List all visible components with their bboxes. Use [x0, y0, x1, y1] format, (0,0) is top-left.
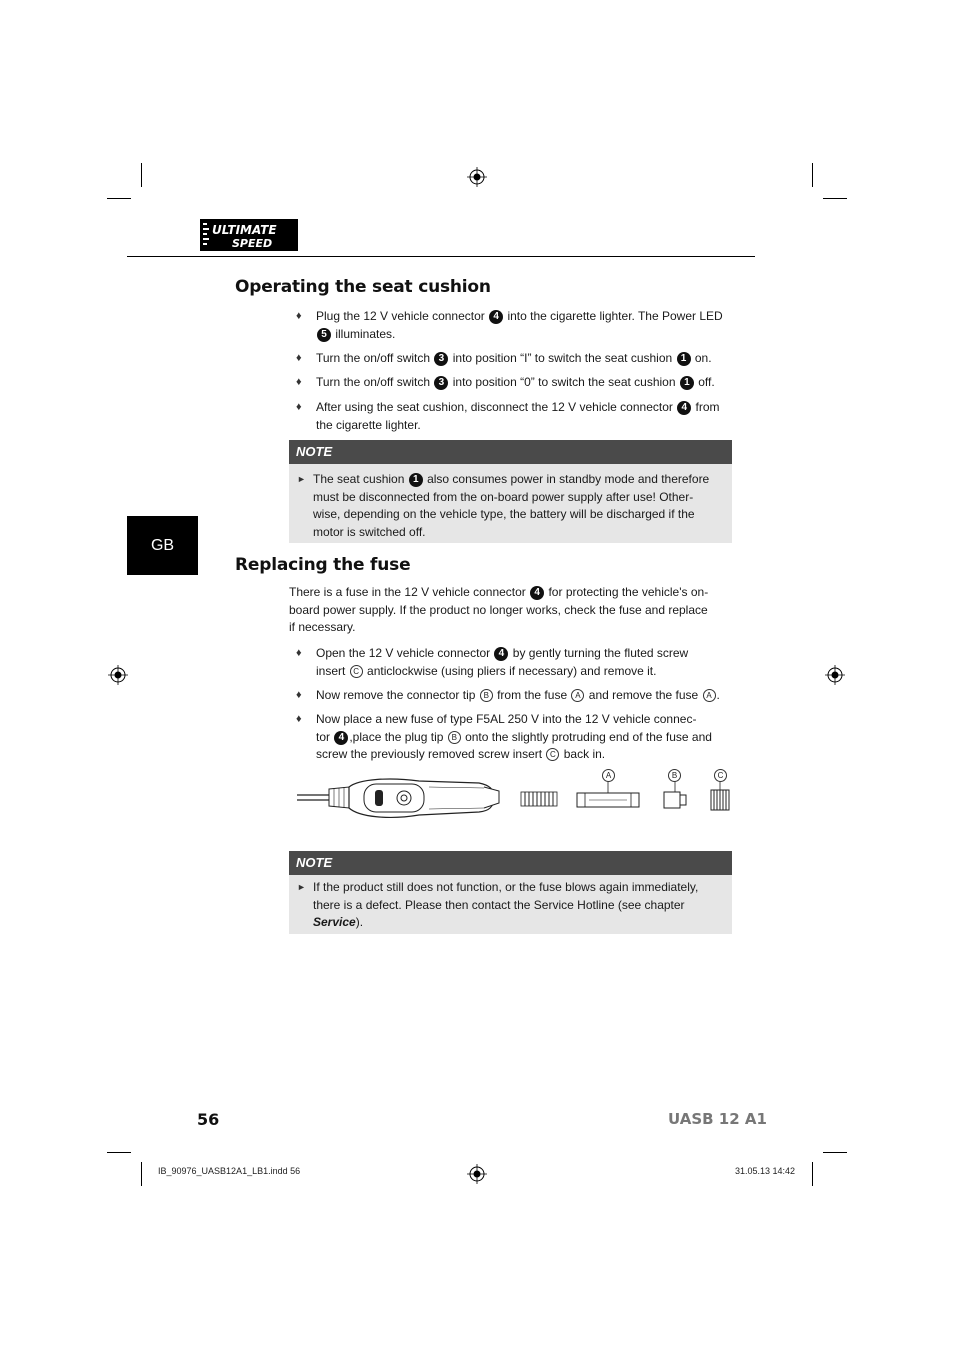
- bullet-diamond-icon: ♦: [296, 376, 302, 388]
- note-heading: NOTE: [289, 851, 732, 875]
- crop-mark: [141, 163, 142, 187]
- callout-letter: A: [571, 689, 584, 702]
- callout-letter: B: [448, 731, 461, 744]
- figure-label-b: B: [668, 769, 681, 782]
- registration-mark-icon: [108, 665, 128, 685]
- header-rule: [127, 256, 755, 257]
- callout-number: 4: [530, 586, 544, 600]
- callout-number: 1: [680, 376, 694, 390]
- bullet-diamond-icon: ♦: [296, 401, 302, 413]
- crop-mark: [823, 198, 847, 199]
- callout-number: 1: [677, 352, 691, 366]
- note-arrow-icon: ►: [297, 474, 306, 484]
- bullet-diamond-icon: ♦: [296, 689, 302, 701]
- bullet-text: Turn the on/off switch 3 into position “I” to switch the seat cushion 1 on.: [316, 351, 712, 365]
- bullet-text: After using the seat cushion, disconnect the 12 V vehicle connector 4 from the cigarette lighter.: [316, 400, 720, 432]
- logo-line2: SPEED: [232, 237, 273, 250]
- figure-label-c: C: [714, 769, 727, 782]
- cable-drawing: [297, 787, 349, 808]
- slug-file: IB_90976_UASB12A1_LB1.indd 56: [158, 1166, 301, 1176]
- brand-logo: [200, 219, 298, 251]
- callout-number: 3: [434, 352, 448, 366]
- fuse-drawing: [577, 782, 639, 807]
- crop-mark: [823, 1152, 847, 1153]
- bullet-diamond-icon: ♦: [296, 713, 302, 725]
- crop-mark: [141, 1162, 142, 1186]
- callout-number: 4: [494, 647, 508, 661]
- bullet-text: Turn the on/off switch 3 into position “0” to switch the seat cushion 1 off.: [316, 375, 715, 389]
- language-tab: GB: [127, 516, 198, 575]
- bullet-diamond-icon: ♦: [296, 310, 302, 322]
- section-title: Operating the seat cushion: [235, 277, 491, 297]
- section-title: Replacing the fuse: [235, 555, 411, 575]
- bullet-text: Plug the 12 V vehicle connector 4 into the cigarette lighter. The Power LED 5 illuminates.: [316, 309, 723, 341]
- bullet-diamond-icon: ♦: [296, 352, 302, 364]
- callout-letter: A: [703, 689, 716, 702]
- crop-mark: [812, 163, 813, 187]
- callout-number: 3: [434, 376, 448, 390]
- callout-number: 4: [334, 731, 348, 745]
- registration-mark-icon: [467, 1164, 487, 1184]
- note-heading: NOTE: [289, 440, 732, 464]
- callout-number: 1: [409, 473, 423, 487]
- crop-mark: [812, 1162, 813, 1186]
- note-arrow-icon: ►: [297, 882, 306, 892]
- note-text: If the product still does not function, or the fuse blows again immediately, there is a defect. Please then contact the Service Hotline (see chapter Service).: [313, 880, 699, 929]
- screw-insert-drawing: [711, 782, 729, 810]
- connector-tip-drawing: [664, 782, 686, 808]
- spring-drawing: [521, 792, 557, 806]
- callout-letter: C: [350, 665, 363, 678]
- bullet-text: Now remove the connector tip B from the fuse A and remove the fuse A .: [316, 688, 720, 702]
- page-number: 56: [197, 1110, 220, 1129]
- registration-mark-icon: [825, 665, 845, 685]
- model-name: UASB 12 A1: [668, 1110, 767, 1128]
- callout-number: 4: [677, 401, 691, 415]
- crop-mark: [107, 1152, 131, 1153]
- crop-mark: [107, 198, 131, 199]
- vehicle-connector-drawing: [349, 779, 499, 817]
- bullet-diamond-icon: ♦: [296, 647, 302, 659]
- callout-letter: B: [480, 689, 493, 702]
- bullet-text: Open the 12 V vehicle connector 4 by gently turning the fluted screw insert C anticlockwise (using pliers if necessary) and remove it.: [316, 646, 689, 678]
- slug-datetime: 31.05.13 14:42: [735, 1166, 796, 1176]
- intro-paragraph: There is a fuse in the 12 V vehicle connector 4 for protecting the vehicle's on- board power supply. If the product no longer works, check the fuse and replace if necessary.: [289, 585, 709, 634]
- figure-label-a: A: [602, 769, 615, 782]
- logo-line1: ULTIMATE: [212, 223, 277, 237]
- note-text: The seat cushion 1 also consumes power in standby mode and therefore must be disconnected from the on-board power supply after use! Other- wise, depending on the vehicle type, the battery will be discharged if the motor is switched off.: [313, 472, 710, 539]
- brand-logo-graphic: [200, 219, 298, 251]
- callout-letter: C: [546, 748, 559, 761]
- callout-number: 5: [317, 328, 331, 342]
- registration-mark-icon: [467, 167, 487, 187]
- callout-number: 4: [489, 310, 503, 324]
- bullet-text: Now place a new fuse of type F5AL 250 V into the 12 V vehicle connec- tor 4 ,place the plug tip B onto the slightly protruding end of the fuse and screw the previously removed screw insert C back in.: [316, 712, 712, 761]
